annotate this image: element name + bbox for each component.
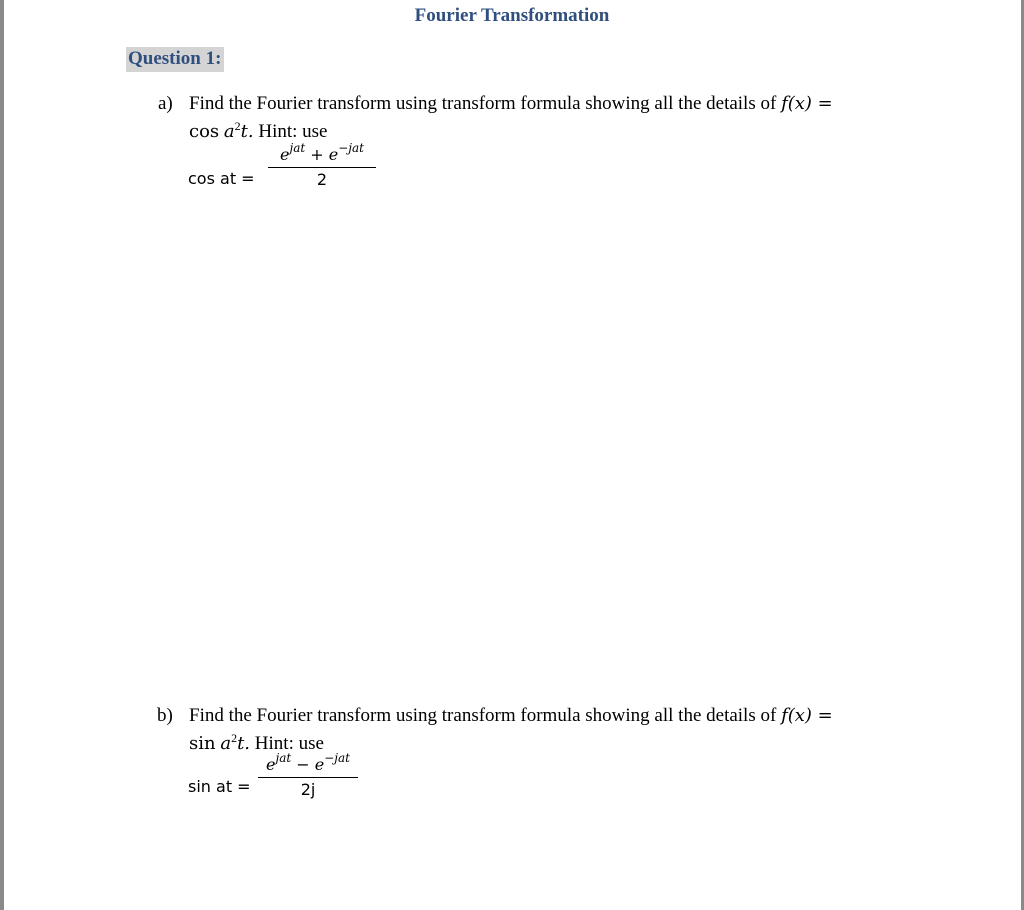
part-a-question-text: Find the Fourier transform using transform formula showing all the details of [189, 93, 777, 114]
part-a-function-line [189, 121, 328, 143]
part-b-question-line [189, 705, 833, 727]
part-b-fraction [258, 751, 358, 799]
part-a-hint: Hint: use [258, 121, 328, 142]
part-b-identity-lhs: sin at = [188, 777, 251, 796]
part-a-denominator: 2 [316, 170, 328, 189]
part-b-function-lhs: f(x) = [781, 705, 833, 726]
part-b-label: b) [157, 705, 173, 726]
part-a-func-exp: 2 [234, 119, 241, 133]
part-b-hint: Hint: use [254, 733, 324, 754]
document-title: Fourier Transformation [414, 5, 610, 26]
part-a-label: a) [158, 93, 173, 114]
part-a-func-suffix: t. [240, 121, 254, 142]
part-b-function-line [189, 733, 324, 755]
part-b-denominator: 2j [300, 780, 316, 799]
part-b-func-exp: 2 [231, 731, 238, 745]
part-a-question-line [189, 93, 833, 115]
part-b-question-text: Find the Fourier transform using transform formula showing all the details of [189, 705, 777, 726]
part-a-identity-lhs: cos at = [188, 169, 255, 188]
part-b-func-suffix: t. [237, 733, 251, 754]
part-a-func-var: a [223, 121, 235, 142]
part-a-function-lhs: f(x) = [781, 93, 833, 114]
part-b-func-prefix: sin [189, 733, 216, 754]
part-a-func-prefix: cos [189, 121, 220, 142]
part-a-fraction [268, 141, 376, 189]
part-b-func-var: a [220, 733, 232, 754]
part-a-numerator: $e^{jat} + e^{-jat}$ [280, 141, 364, 164]
page-left-border [0, 0, 4, 910]
question-heading: Question 1: [126, 47, 224, 72]
part-b-numerator: $e^{jat} - e^{-jat}$ [266, 751, 350, 774]
